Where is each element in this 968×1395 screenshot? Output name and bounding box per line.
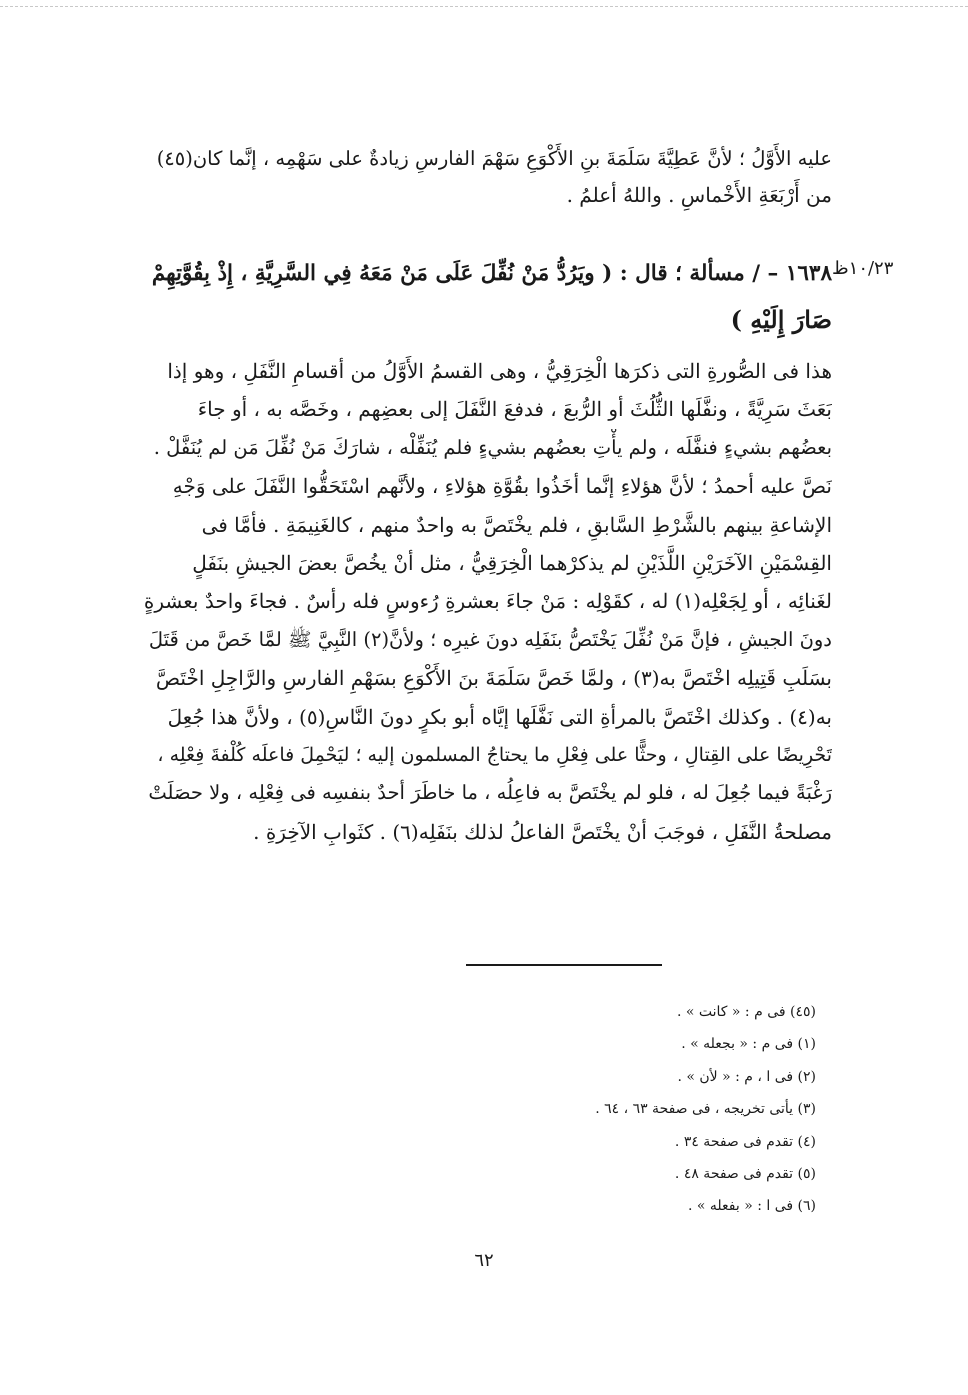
text-line: به(٤) . وكذلك اخْتَصَّ بالمرأةِ التى نَفَّلَها إيَّاه أبو بكرٍ دونَ النَّاسِ(٥) ، ولأنَّ هذا جُعِلَ — [167, 704, 832, 729]
text-line: هذا فى الصُّورةِ التى ذكرَها الْخِرَقِيُّ ، وهى القسمُ الأَوَّلُ من أقسامِ النَّفَلِ ، وهو إذا — [167, 359, 832, 383]
footnote: (٣) يأتى تخريجه ، فى صفحة ٦٣ ، ٦٤ . — [595, 1101, 816, 1118]
footnote: (٢) فى ا ، م : « لأن » . — [677, 1068, 816, 1085]
text-line: من أَرْبَعَةِ الأَخْماسِ . واللهُ أعلمُ . — [566, 183, 832, 207]
footnote: (٤٥) فى م : « كانت » . — [676, 1004, 816, 1020]
commentary-paragraph — [142, 352, 832, 851]
text-line: القِسْمَيْنِ الآخَرَيْنِ اللَّذَيْنِ لم يذكرْهما الْخِرَقِيُّ ، مثل أنْ يخُصَّ بعضَ الجيشِ بنَفَلٍ — [192, 550, 832, 575]
heading-line: ١٦٣٨ – / مسألة ؛ قال : ( ويَرُدُّ مَنْ نُفِّلَ عَلَى مَنْ مَعَهُ فِي السَّرِيَّةِ ، إِذْ بِقُوَّتِهِمْ — [151, 261, 832, 286]
text-line: تَحْرِيضًا على القِتالِ ، وحثًّا على فِعْلِ ما يحتاجُ المسلمون إليه ؛ ليَحْمِلَ فاعلَه كُلْفةَ فِعْلِه ، — [157, 743, 832, 766]
footnote: (٥) تقدم فى صفحة ٤٨ . — [674, 1165, 816, 1182]
issue-heading — [142, 251, 832, 343]
opening-paragraph — [142, 140, 832, 214]
footnote: (٤) تقدم فى صفحة ٣٤ . — [674, 1133, 816, 1150]
footnote: (٦) فى ا : « بفعله » . — [687, 1198, 816, 1215]
text-line: بَعَثَ سَرِيَّةً ، ونفَّلَها الثُّلُثَ أو الرُّبعَ ، فدفعَ النَّفَلَ إلى بعضِهم ، وخَصَّه به ، أو جاءَ — [197, 397, 832, 422]
text-line: دونَ الجيشِ ، فإنَّ مَنْ نُفِّلَ يَخْتَصُّ بنَفَلِه دونَ غيرِه ؛ ولأنَّ(٢) النَّبِيَّ ﷺ لمَّا خَصَّ من قَتَلَ — [148, 627, 832, 651]
text-line: مصلحةُ النَّفَلِ ، فوجَبَ أنْ يخْتَصَّ الفاعلُ لذلك بنَفَلِه(٦) . كثَوابِ الآخِرَةِ . — [253, 819, 832, 844]
text-line: بعضُهم بشيءٍ فنفَّلَه ، ولم يأْتِ بعضُهم بشيءٍ فلم يُنَفِّلْه ، شارَكَ مَنْ نُفِّلَ مَن لم يُنَفَّلْ . — [153, 435, 832, 459]
text-line: بسَلَبِ قَتِيلِه اخْتَصَّ به(٣) ، ولمَّا خَصَّ سَلَمَةَ بنَ الأَكْوَعِ بسَهْمِ الفارسِ والرَّاجِلِ اخْتَصَّ — [155, 666, 832, 691]
manuscript-folio-note: ١٠/٢٣ظ — [832, 258, 894, 279]
footnote-separator — [466, 964, 662, 966]
text-line: الإشاعةِ بينهم بالشَّرْطِ السَّابقِ ، فلم يخْتَصَّ به واحدٌ منهم ، كالغَنِيمَةِ . فأمَّا فى — [201, 512, 832, 537]
heading-line: صَارَ إِلَيْهِ ) — [730, 305, 832, 334]
footnote: (١) فى م : « بجعله » . — [681, 1036, 816, 1053]
text-line: عليه الأَوَّلُ ؛ لأنَّ عَطِيَّةَ سَلَمَةَ بنِ الأَكْوَعِ سَهْمَ الفارسِ زيادةٌ على سَهْمِه ، إنَّما كان(٤٥) — [156, 147, 832, 170]
text-line: نَصَّ عليه أحمدُ ؛ لأنَّ هؤلاءِ إنَّما أخَذُوا بقُوَّةِ هؤلاءِ ، ولأنَّهم اسْتَحَقُّوا النَّفَلَ على وَجْهِ — [172, 474, 832, 499]
footnotes — [296, 996, 816, 1223]
text-line: رَغْبَةً فيما جُعِلَ له ، فلو لم يخْتَصَّ به فاعِلُه ، ما خاطَرَ أحدٌ بنفسِه فى فِعْلِه ، ولا حصَلَتْ — [148, 781, 832, 805]
page-number: ٦٢ — [474, 1250, 494, 1271]
text-line: لغَنائِه ، أو لِجَعْلِه(١) له ، كقَوْلِه : مَنْ جاءَ بعشرةِ رُءوسٍ فله رأسٌ . فجاءَ واحدٌ بعشرةٍ — [143, 589, 832, 614]
